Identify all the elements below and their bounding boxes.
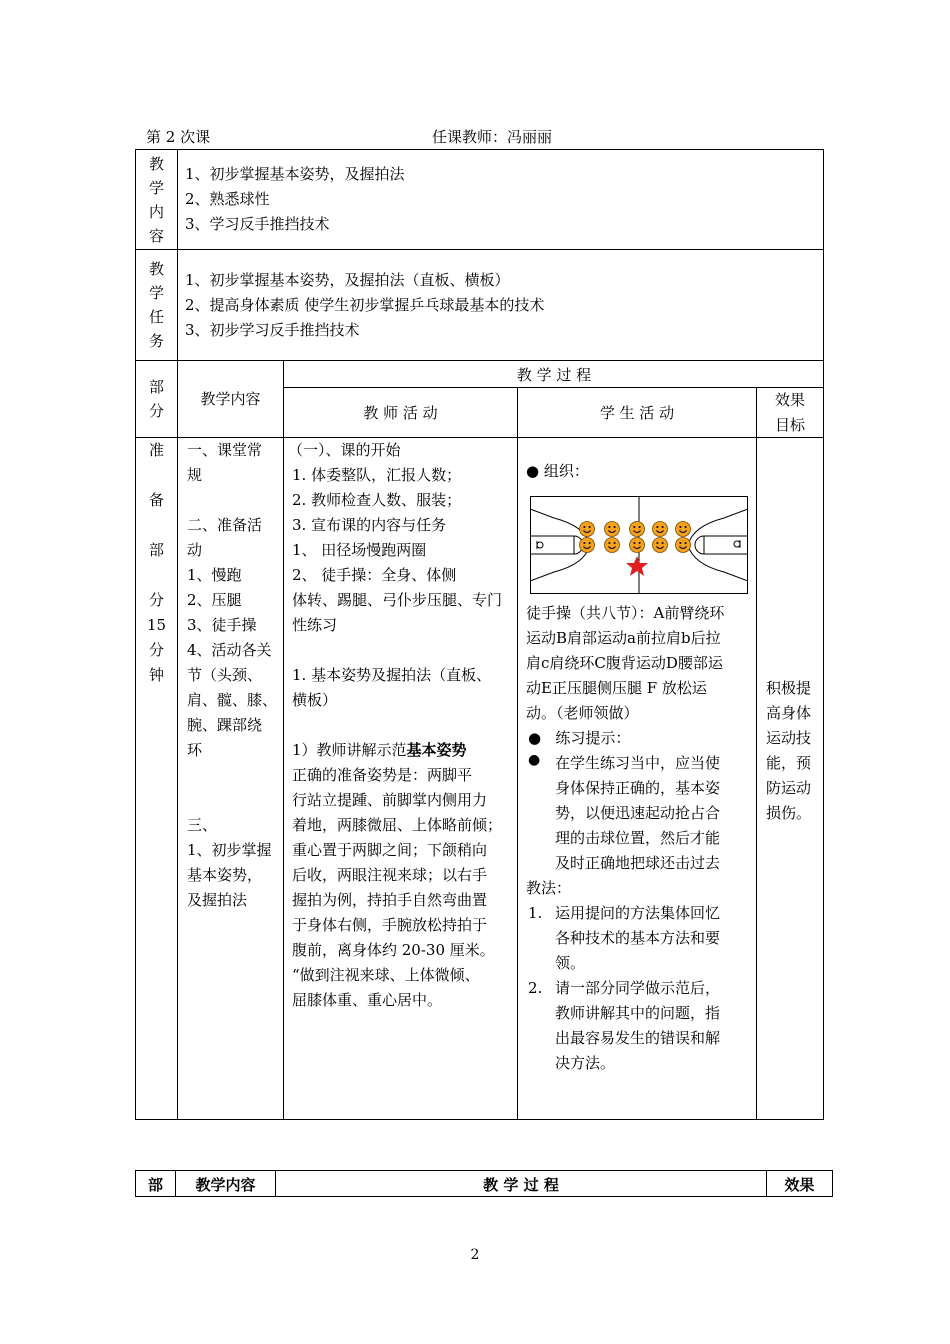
effect-header: 效果 目标 bbox=[774, 391, 805, 434]
table2-part-header: 部 bbox=[147, 1176, 163, 1194]
smiley-icon bbox=[630, 538, 645, 553]
smiley-icon bbox=[653, 538, 668, 553]
tip-title-line: ● 练习提示： bbox=[528, 729, 631, 747]
demo-line: 1）教师讲解示范基本姿势 bbox=[292, 741, 467, 759]
part-header: 部 分 bbox=[148, 378, 164, 420]
student-activity-header: 学 生 活 动 bbox=[599, 404, 675, 422]
smiley-icon bbox=[580, 538, 595, 553]
bullet-icon: ● bbox=[526, 462, 544, 480]
bullet-icon: ● bbox=[528, 729, 556, 747]
smiley-icon bbox=[580, 522, 595, 537]
table2-process-header: 教 学 过 程 bbox=[483, 1176, 559, 1194]
smiley-icon bbox=[676, 538, 691, 553]
teacher-name: 任课教师：冯丽丽 bbox=[432, 128, 553, 146]
organization-line: ● 组织： bbox=[526, 462, 589, 480]
content-row-label: 教 学 内 容 bbox=[148, 155, 164, 245]
section-part-label: 准 备 部 分 15 分 钟 bbox=[146, 441, 167, 684]
table2-effect-header: 效果 bbox=[784, 1176, 815, 1194]
content-header: 教学内容 bbox=[200, 390, 261, 408]
smiley-icon bbox=[605, 522, 620, 537]
task-row-label: 教 学 任 务 bbox=[148, 260, 164, 350]
smiley-icon bbox=[676, 522, 691, 537]
smiley-icon bbox=[630, 522, 645, 537]
smiley-icon bbox=[605, 538, 620, 553]
court-diagram bbox=[530, 496, 748, 594]
page-number: 2 bbox=[470, 1247, 480, 1263]
teacher-activity-header: 教 师 活 动 bbox=[363, 404, 438, 422]
lesson-number: 第 2 次课 bbox=[146, 128, 211, 146]
student-smiley-icons bbox=[580, 522, 691, 553]
smiley-icon bbox=[653, 522, 668, 537]
table2-content-header: 教学内容 bbox=[195, 1176, 256, 1194]
teacher-star-icon bbox=[626, 556, 648, 576]
process-header: 教 学 过 程 bbox=[516, 366, 592, 384]
bullet-icon: ● bbox=[528, 752, 541, 768]
